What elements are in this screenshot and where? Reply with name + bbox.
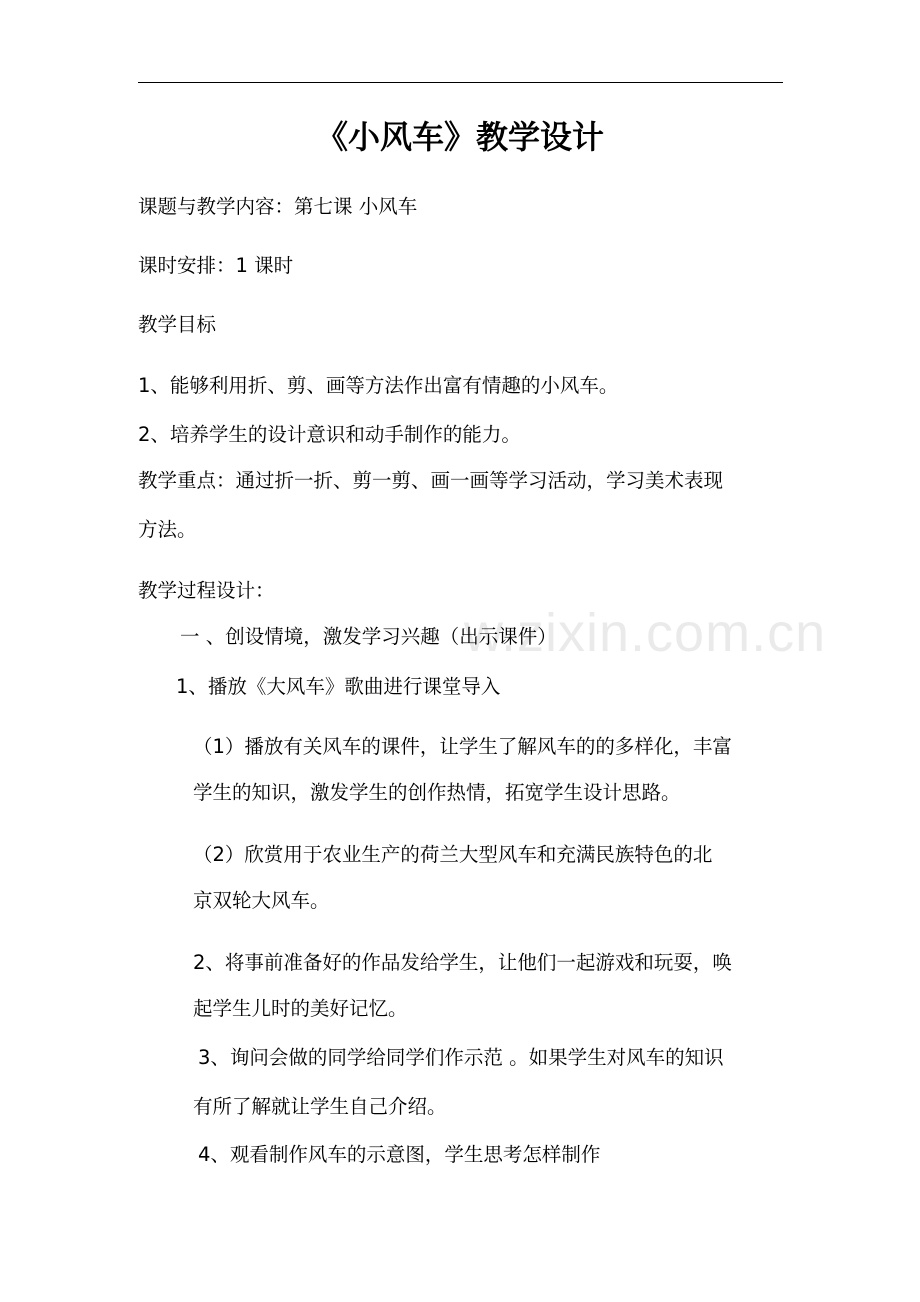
text-line-step-2: 2、将事前准备好的作品发给学生，让他们一起游戏和玩耍，唤 xyxy=(193,951,732,974)
text-line-schedule: 课时安排：1 课时 xyxy=(138,254,294,277)
text-line-topic: 课题与教学内容：第七课 小风车 xyxy=(138,195,418,218)
text-line-objective-1: 1、能够利用折、剪、画等方法作出富有情趣的小风车。 xyxy=(138,374,619,397)
text-line-step-1-2: （2）欣赏用于农业生产的荷兰大型风车和充满民族特色的北 xyxy=(193,843,713,866)
text-line-step-4: 4、观看制作风车的示意图，学生思考怎样制作 xyxy=(198,1143,601,1166)
watermark: w.zixin.com.cn xyxy=(464,603,827,663)
text-line-step-3-cont: 有所了解就让学生自己介绍。 xyxy=(193,1095,447,1118)
text-line-step-1-1-cont: 学生的知识，激发学生的创作热情，拓宽学生设计思路。 xyxy=(193,781,681,804)
text-line-step-2-cont: 起学生儿时的美好记忆。 xyxy=(193,997,408,1020)
document-title: 《小风车》教学设计 xyxy=(315,118,604,156)
text-line-step-1: 1、播放《大风车》歌曲进行课堂导入 xyxy=(176,675,501,698)
text-line-process-heading: 教学过程设计： xyxy=(138,579,275,602)
text-line-step-1-2-cont: 京双轮大风车。 xyxy=(193,889,330,912)
text-line-objectives-heading: 教学目标 xyxy=(138,313,217,336)
text-line-step-3: 3、询问会做的同学给同学们作示范 。如果学生对风车的知识 xyxy=(198,1046,724,1069)
text-line-section-1: 一 、创设情境，激发学习兴趣（出示课件） xyxy=(180,625,557,648)
text-line-objective-2: 2、培养学生的设计意识和动手制作的能力。 xyxy=(138,423,521,446)
header-rule xyxy=(138,82,783,83)
text-line-key-point: 教学重点：通过折一折、剪一剪、画一画等学习活动，学习美术表现 xyxy=(138,469,724,492)
text-line-key-point-cont: 方法。 xyxy=(138,518,197,541)
text-line-step-1-1: （1）播放有关风车的课件，让学生了解风车的的多样化，丰富 xyxy=(193,735,732,758)
